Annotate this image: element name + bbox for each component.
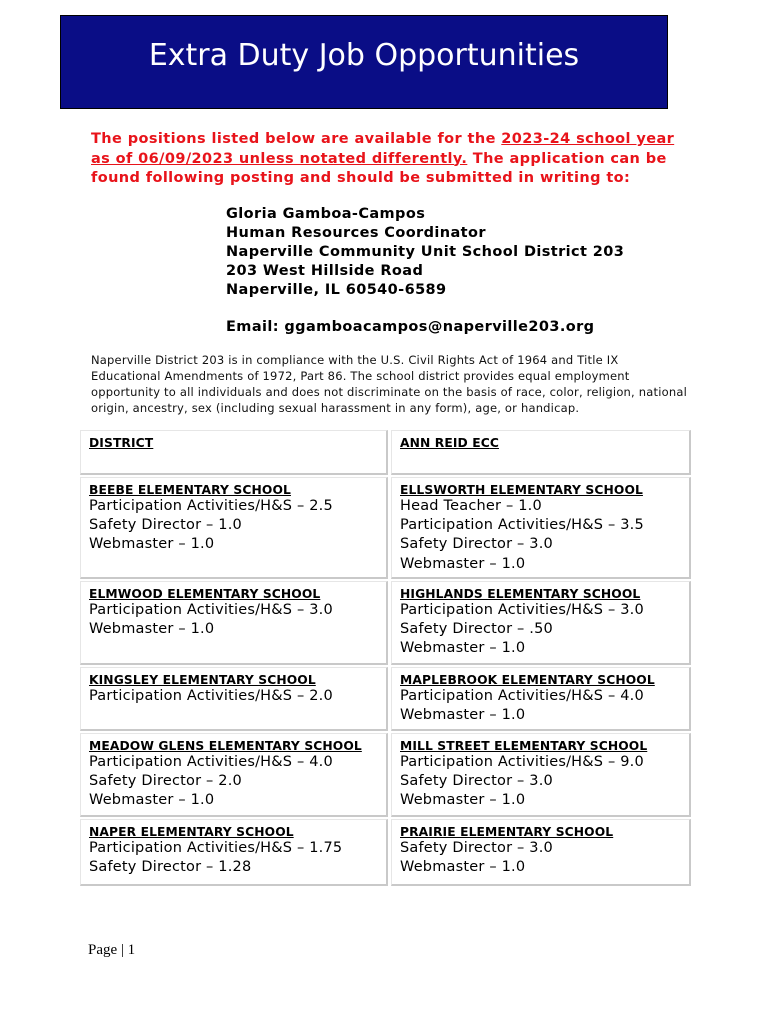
position-line: Webmaster – 1.0 [89,536,215,553]
position-line: Participation Activities/H&S – 3.0 [400,602,644,618]
position-line: Webmaster – 1.0 [89,621,215,638]
intro-text-2: The application can be found following posting and should be submitted in writing to: [91,150,667,186]
school-name: ELLSWORTH ELEMENTARY SCHOOL [400,483,643,497]
table-cell [80,819,388,886]
positions-table [80,430,691,886]
position-line: Safety Director – 1.0 [89,517,242,534]
table-cell [391,667,691,731]
school-name: ANN REID ECC [400,436,499,450]
table-cell [80,667,388,731]
table-cell [80,733,388,817]
position-line: Webmaster – 1.0 [400,707,526,724]
position-line: Webmaster – 1.0 [400,859,526,876]
position-line: Webmaster – 1.0 [400,555,526,572]
page-title: Extra Duty Job Opportunities [148,38,580,73]
position-line: Safety Director – 3.0 [400,536,553,553]
intro-date-text: 2023-24 school year as of 06/09/2023 unless notated differently. [91,131,675,167]
school-name: DISTRICT [89,436,154,450]
school-name: BEEBE ELEMENTARY SCHOOL [89,483,291,497]
position-line: Participation Activities/H&S – 4.0 [400,688,644,704]
table-cell [391,581,691,665]
position-line: Participation Activities/H&S – 2.5 [89,498,333,514]
position-line: Participation Activities/H&S – 3.0 [89,602,333,618]
position-line: Participation Activities/H&S – 1.75 [89,840,343,856]
table-cell [391,733,691,817]
position-line: Participation Activities/H&S – 3.5 [400,517,644,534]
position-line: Webmaster – 1.0 [400,640,526,657]
table-cell [391,430,691,475]
position-line: Safety Director – 3.0 [400,773,553,790]
title-banner [60,15,668,109]
school-name: HIGHLANDS ELEMENTARY SCHOOL [400,587,641,601]
address-line: Naperville Community Unit School District 203 [226,244,625,260]
page-number: Page | 1 [88,942,136,958]
position-line: Safety Director – .50 [400,621,553,638]
position-line: Safety Director – 1.28 [89,859,252,876]
address-line: Human Resources Coordinator [226,225,486,241]
contact-address [226,205,706,337]
position-line: Participation Activities/H&S – 9.0 [400,754,644,770]
compliance-statement: Naperville District 203 is in compliance with the U.S. Civil Rights Act of 1964 and Title IX Educational Amendments of 1972, Part 86. The school district provides equal employment opportunity to all individuals and does not discriminate on the basis of race, color, religion, national origin, ancestry, sex (including sexual harassment in any form), age, or handicap. [91,353,687,415]
contact-email: Email: ggamboacampos@naperville203.org [226,319,595,335]
table-cell [391,819,691,886]
table-cell [80,477,388,579]
table-cell [80,581,388,665]
intro-text-1: The positions listed below are available for the [91,131,502,147]
table-cell [80,430,388,475]
table-cell [391,477,691,579]
position-line: Participation Activities/H&S – 4.0 [89,754,333,770]
position-line: Safety Director – 2.0 [89,773,242,790]
position-line: Webmaster – 1.0 [400,792,526,809]
address-line: Naperville, IL 60540-6589 [226,282,447,298]
position-line: Head Teacher – 1.0 [400,498,542,514]
school-name: MAPLEBROOK ELEMENTARY SCHOOL [400,673,655,687]
position-line: Safety Director – 3.0 [400,840,553,856]
school-name: KINGSLEY ELEMENTARY SCHOOL [89,673,316,687]
school-name: MEADOW GLENS ELEMENTARY SCHOOL [89,739,362,753]
intro-notice [91,130,691,189]
address-line: Gloria Gamboa-Campos [226,206,426,222]
position-line: Webmaster – 1.0 [89,792,215,809]
address-line: 203 West Hillside Road [226,263,424,279]
position-line: Participation Activities/H&S – 2.0 [89,688,333,704]
school-name: NAPER ELEMENTARY SCHOOL [89,825,294,839]
school-name: PRAIRIE ELEMENTARY SCHOOL [400,825,614,839]
school-name: MILL STREET ELEMENTARY SCHOOL [400,739,648,753]
school-name: ELMWOOD ELEMENTARY SCHOOL [89,587,321,601]
